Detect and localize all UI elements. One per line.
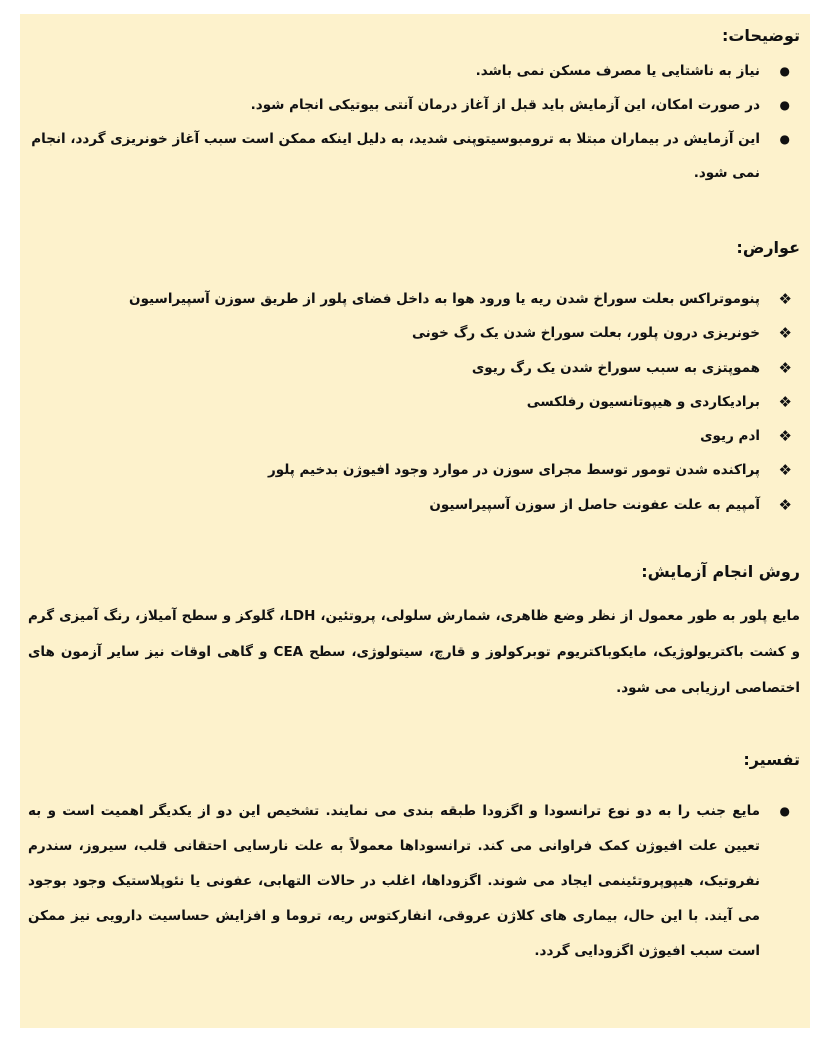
list-item: ❖ آمپیم به علت عفونت حاصل از سوزن آسپیراسیون xyxy=(28,488,800,522)
diamond-bullet-icon: ❖ xyxy=(778,290,792,308)
list-item: ❖ خونریزی درون پلور، بعلت سوراخ شدن یک رگ خونی xyxy=(28,316,800,350)
method-heading: روش انجام آزمایش: xyxy=(641,562,800,582)
interpretation-heading: تفسیر: xyxy=(743,750,800,770)
complications-list xyxy=(28,282,800,522)
diamond-bullet-icon: ❖ xyxy=(778,495,792,514)
bullet-icon: ● xyxy=(779,132,790,146)
document-page xyxy=(20,14,810,1028)
list-item: ● مایع جنب را به دو نوع ترانسودا و اگزودا طبقه بندی می نمایند. تشخیص این دو از یکدیگر اهمیت است و به تعیین علت افیوژن کمک فراوانی می کند. ترانسوداها معمولاً به علت نارسایی احتقانی قلب، سیروز، سندرم نفروتیک، هیپوپروتئینمی ایجاد می شوند. اگزوداها، اغلب در حالات التهابی، عفونی یا نئوپلاستیک وجود بوجود می آیند. با این حال، بیماری های کلاژن عروقی، انفارکتوس ریه، تروما و افزایش حساسیت دارویی نیز ممکن است سبب افیوژن اگزودایی گردد. xyxy=(28,794,800,969)
list-item: ❖ برادیکاردی و هیپوتانسیون رفلکسی xyxy=(28,385,800,419)
list-item: ❖ ادم ریوی xyxy=(28,419,800,453)
list-item: ● نیاز به ناشتایی یا مصرف مسکن نمی باشد. xyxy=(28,54,800,88)
list-item: ● در صورت امکان، این آزمایش باید قبل از آغاز درمان آنتی بیوتیکی انجام شود. xyxy=(28,88,800,122)
notes-heading: توضیحات: xyxy=(721,26,800,45)
list-item: ❖ هموپتزی به سبب سوراخ شدن یک رگ ریوی xyxy=(28,351,800,385)
diamond-bullet-icon: ❖ xyxy=(778,324,792,343)
bullet-icon: ● xyxy=(779,804,790,819)
diamond-bullet-icon: ❖ xyxy=(778,392,792,411)
bullet-icon: ● xyxy=(779,98,790,112)
diamond-bullet-icon: ❖ xyxy=(778,461,792,480)
list-item: ● این آزمایش در بیماران مبتلا به ترومبوسیتوپنی شدید، به دلیل اینکه ممکن است سبب آغاز خونریزی گردد، انجام نمی شود. xyxy=(28,122,800,190)
method-paragraph: مایع پلور به طور معمول از نظر وضع ظاهری، شمارش سلولی، پروتئین، LDH، گلوکز و سطح آمیلاز، رنگ آمیزی گرم و کشت باکتریولوژیک، مایکوباکتریوم توبرکولوز و قارچ، سیتولوژی، سطح CEA و گاهی اوقات نیز سایر آزمون های اختصاصی ارزیابی می شود. xyxy=(28,608,801,697)
list-item: ❖ پنوموتراکس بعلت سوراخ شدن ریه یا ورود هوا به داخل فضای پلور از طریق سوزن آسپیراسیون xyxy=(28,282,800,316)
complications-heading: عوارض: xyxy=(736,238,800,257)
bullet-icon: ● xyxy=(779,64,790,78)
diamond-bullet-icon: ❖ xyxy=(778,358,792,377)
notes-list xyxy=(28,54,800,190)
interpretation-list xyxy=(28,794,800,969)
diamond-bullet-icon: ❖ xyxy=(778,427,792,446)
list-item: ❖ پراکنده شدن تومور توسط مجرای سوزن در موارد وجود افیوژن بدخیم پلور xyxy=(28,453,800,487)
